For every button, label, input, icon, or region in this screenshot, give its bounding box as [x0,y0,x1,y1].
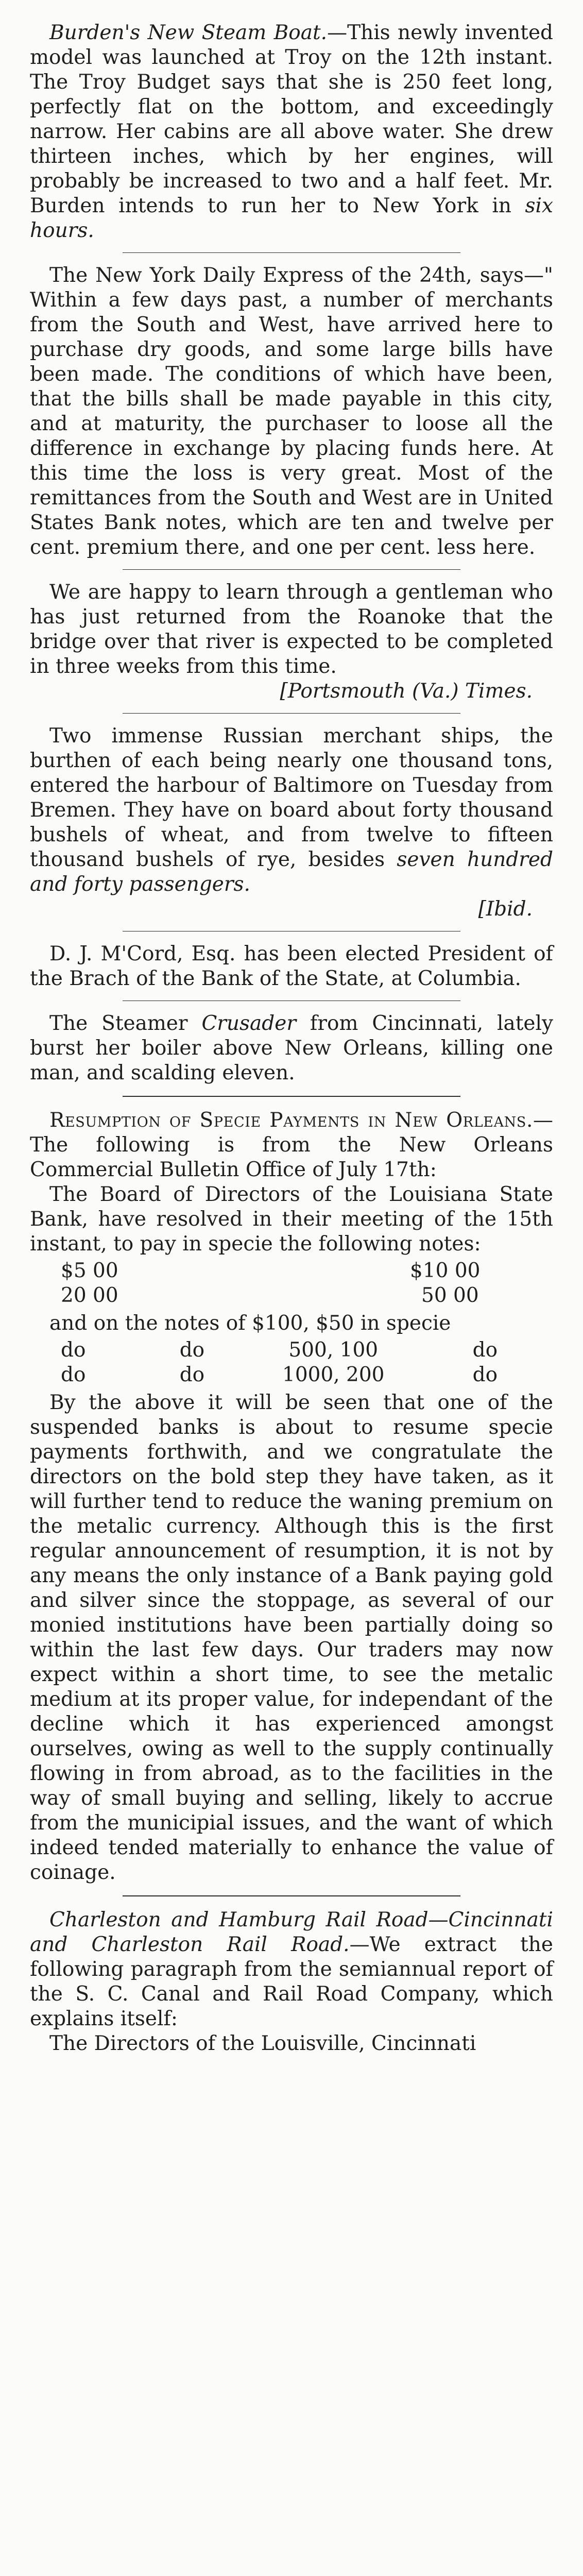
table-cell: 1000, 200 [282,1363,385,1386]
article-title: Charleston and Hamburg Rail Road—Cincinnati and Charleston Rail Road. [30,1908,553,1956]
table-cell: do [472,1363,498,1386]
table-row [30,1259,553,1283]
article-roanoke-bridge [30,580,553,679]
table-cell: $5 00 [61,1259,118,1282]
article-partial-line: The Directors of the Louisville, Cincinnati [49,2032,476,2055]
article-crusader [30,1011,553,1086]
table-cell: do [61,1338,86,1362]
table-cell: do [179,1338,205,1362]
article-body: The Board of Directors of the Louisiana State Bank, have resolved in their meeting of the 15th instant, to pay in specie the following notes: [30,1183,553,1256]
divider [123,569,460,570]
table-row [30,1338,553,1363]
table-row [30,1283,553,1308]
divider [123,1895,460,1896]
article-citation: [Portsmouth (Va.) Times. [280,680,533,703]
divider [123,713,460,714]
article-italic-vessel: Crusader [201,1012,296,1035]
table-cell: 500, 100 [288,1338,379,1362]
article-resumption [30,1108,553,1182]
specie-notes-table [30,1259,553,1308]
article-railroad [30,1908,553,2031]
article-italic-passengers: seven hundred and forty passengers. [30,848,553,896]
table-cell: 20 00 [61,1284,118,1307]
article-body: By the above it will be seen that one of the suspended banks is about to resume specie payments forthwith, and we congratulate the directors on the bold step they have taken, as it will further tend to reduce the waning premium on the metalic currency. Although this is the first regular announcement of resumption, it is not by any means the only instance of a Bank paying gold and silver since the stoppage, as several of our monied institutions have been partially doing so within the last few days. Our traders may now expect within a short time, to see the metalic medium at its proper value, for independant of the decline which it has experienced amongst ourselves, owing as well to the supply continually flowing in from abroad, as to the facilities in the way of small buying and selling, likely to accrue from the municipial issues, and the want of which indeed tended materially to enhance the value of coinage. [30,1391,553,1884]
specie-and-line: and on the notes of $100, $50 in specie [49,1312,451,1335]
article-body: —We extract the following paragraph from the semiannual report of the S. C. Canal and Rail Road Company, which explains itself: [30,1933,553,2030]
table-cell: do [472,1338,498,1362]
article-body: D. J. M'Cord, Esq. has been elected President of the Brach of the Bank of the State, at Columbia. [30,942,553,990]
divider [123,252,460,253]
article-body: —This newly invented model was launched at Troy on the 12th instant. The Troy Budget says that she is 250 feet long, perfectly flat on the bottom, and exceedingly narrow. Her cabins are all above water. She drew thirteen inches, which by her engines, will probably be increased to two and a half feet. Mr. Burden intends to run her to New York in [30,21,553,217]
article-intro: —The following is from the New Orleans Commercial Bulletin Office of July 17th: [30,1109,553,1181]
table-cell: $10 00 [410,1259,481,1282]
article-italic-tail: six hours. [30,194,553,242]
article-citation: [Ibid. [478,897,533,921]
article-body: from Cincinnati, lately burst her boiler above New Orleans, killing one man, and scalding eleven. [30,1012,553,1084]
specie-do-table [30,1338,553,1387]
newspaper-column [30,0,553,2055]
article-body: We are happy to learn through a gentleman who has just returned from the Roanoke that the bridge over that river is expected to be completed in three weeks from this time. [30,581,553,678]
table-row [30,1363,553,1387]
article-lead: The Steamer [49,1012,202,1035]
article-ny-express [30,263,553,560]
table-cell: do [61,1363,86,1386]
table-cell: do [179,1363,205,1386]
partial-line-clip [30,2031,553,2055]
article-board-resolution [30,1182,553,1257]
article-body: Two immense Russian merchant ships, the burthen of each being nearly one thousand tons, entered the harbour of Baltimore on Tuesday from Bremen. They have on board about forty thousand bushels of wheat, and from twelve to fifteen thousand bushels of rye, besides [30,724,553,871]
article-title: Resumption of Specie Payments in New Orleans. [49,1109,533,1132]
table-cell: 50 00 [421,1284,479,1307]
article-title: Burden's New Steam Boat. [49,21,328,44]
article-mccord [30,942,553,991]
article-russian-ships [30,724,553,897]
article-burden-steam-boat [30,21,553,243]
divider [123,1096,460,1097]
article-body: The New York Daily Express of the 24th, says—" Within a few days past, a number of merchants from the South and West, have arrived here to purchase dry goods, and some large bills have been made. The conditions of which have been, that the bills shall be made payable in this city, and at maturity, the purchaser to loose all the difference in exchange by placing funds here. At this time the loss is very great. Most of the remittances from the South and West are in United States Bank notes, which are ten and twelve per cent. premium there, and one per cent. less here. [30,264,553,559]
article-resumption-body [30,1391,553,1885]
